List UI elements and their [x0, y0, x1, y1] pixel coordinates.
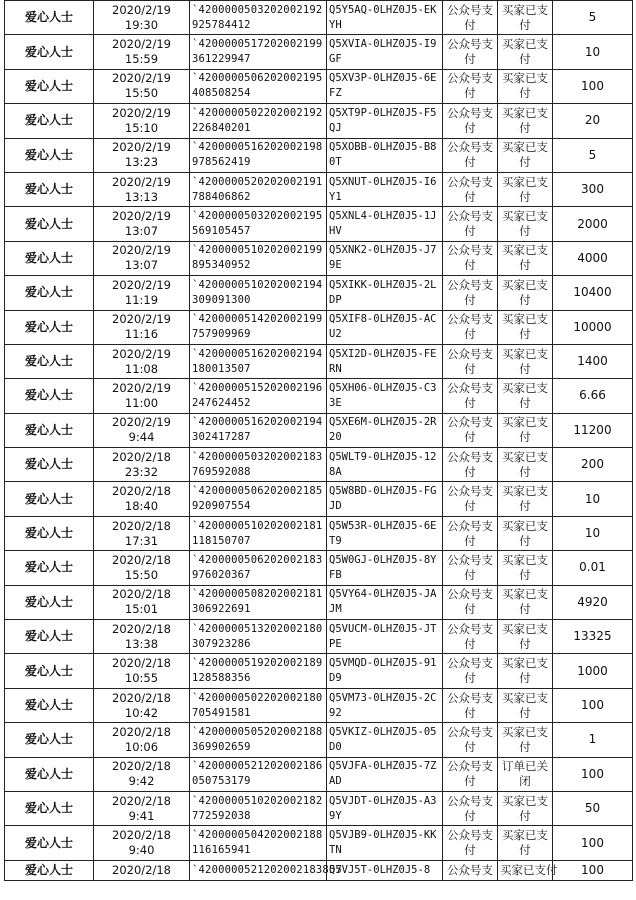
datetime-cell	[94, 448, 190, 482]
amount-cell: 1000	[553, 654, 633, 688]
amount-cell: 5	[553, 138, 633, 172]
date-text: 2020/2/19	[112, 243, 171, 258]
donation-table	[4, 0, 633, 881]
channel-cell: 公众号支付	[443, 551, 498, 585]
transaction-id-cell: `420000050220200219222684020​1	[190, 104, 327, 138]
amount-cell: 10	[553, 35, 633, 69]
time-text: 17:31	[124, 533, 159, 548]
donor-cell: 爱心人士	[5, 516, 94, 550]
table-row	[5, 207, 633, 241]
time-text: 9:44	[128, 430, 155, 445]
date-text: 2020/2/19	[112, 37, 171, 52]
datetime-cell	[94, 379, 190, 413]
channel-cell: 公众号支付	[443, 104, 498, 138]
datetime-cell	[94, 1, 190, 35]
date-text: 2020/2/18	[112, 828, 171, 843]
table-row	[5, 69, 633, 103]
datetime-cell	[94, 688, 190, 722]
date-text: 2020/2/18	[112, 552, 171, 567]
donor-cell: 爱心人士	[5, 448, 94, 482]
channel-cell: 公众号支付	[443, 344, 498, 378]
date-text: 2020/2/19	[112, 2, 171, 17]
table-row	[5, 791, 633, 825]
date-text: 2020/2/18	[112, 518, 171, 533]
status-cell: 买家已支付	[498, 1, 553, 35]
time-text: 13:13	[124, 189, 159, 204]
amount-cell: 1	[553, 723, 633, 757]
datetime-cell	[94, 104, 190, 138]
donor-cell: 爱心人士	[5, 723, 94, 757]
table-row	[5, 276, 633, 310]
channel-cell: 公众号支付	[443, 276, 498, 310]
table-row	[5, 654, 633, 688]
date-text: 2020/2/18	[112, 690, 171, 705]
date-text: 2020/2/18	[112, 793, 171, 808]
amount-cell: 6.66	[553, 379, 633, 413]
time-text: 15:10	[124, 120, 159, 135]
order-id-cell: Q5XV3P-0LHZ0J5-6EFZ	[327, 69, 443, 103]
table-row	[5, 241, 633, 275]
channel-cell: 公众号支付	[443, 69, 498, 103]
donor-cell: 爱心人士	[5, 791, 94, 825]
order-id-cell: Q5XVIA-0LHZ0J5-I9GF	[327, 35, 443, 69]
time-text: 15:59	[124, 52, 159, 67]
amount-cell: 300	[553, 172, 633, 206]
order-id-cell: Q5XNL4-0LHZ0J5-1JHV	[327, 207, 443, 241]
amount-cell: 10000	[553, 310, 633, 344]
status-cell: 买家已支付	[498, 516, 553, 550]
amount-cell: 20	[553, 104, 633, 138]
status-cell: 买家已支付	[498, 482, 553, 516]
amount-cell: 13325	[553, 620, 633, 654]
donor-cell: 爱心人士	[5, 1, 94, 35]
transaction-id-cell: `420000052120200218605075317​9	[190, 757, 327, 791]
datetime-cell	[94, 172, 190, 206]
order-id-cell: Q5VJB9-0LHZ0J5-KKTN	[327, 826, 443, 860]
status-cell: 买家已支付	[498, 551, 553, 585]
amount-cell: 1400	[553, 344, 633, 378]
amount-cell: 100	[553, 688, 633, 722]
datetime-cell	[94, 344, 190, 378]
order-id-cell: Q5VUCM-0LHZ0J5-JTPE	[327, 620, 443, 654]
date-text: 2020/2/18	[112, 759, 171, 774]
amount-cell: 0.01	[553, 551, 633, 585]
table-row	[5, 379, 633, 413]
transaction-id-cell: `420000050420200218811616594​1	[190, 826, 327, 860]
channel-cell: 公众号支付	[443, 620, 498, 654]
datetime-cell	[94, 723, 190, 757]
table-row	[5, 413, 633, 447]
table-row	[5, 104, 633, 138]
donor-cell: 爱心人士	[5, 551, 94, 585]
transaction-id-cell: `420000050620200218592090755​4	[190, 482, 327, 516]
datetime-cell	[94, 138, 190, 172]
time-text: 18:40	[124, 499, 159, 514]
date-text: 2020/2/18	[112, 587, 171, 602]
order-id-cell: Q5VKIZ-0LHZ0J5-05D0	[327, 723, 443, 757]
channel-cell: 公众号支付	[443, 654, 498, 688]
amount-cell: 50	[553, 791, 633, 825]
transaction-id-cell: `420000050520200218836990265​9	[190, 723, 327, 757]
channel-cell: 公众号支付	[443, 413, 498, 447]
datetime-cell	[94, 413, 190, 447]
table-row	[5, 688, 633, 722]
donor-cell: 爱心人士	[5, 654, 94, 688]
time-text: 10:55	[124, 671, 159, 686]
status-cell: 买家已支付	[498, 35, 553, 69]
time-text: 11:00	[124, 395, 159, 410]
date-text: 2020/2/19	[112, 209, 171, 224]
table-row	[5, 860, 633, 880]
datetime-cell	[94, 241, 190, 275]
channel-cell: 公众号支付	[443, 379, 498, 413]
amount-cell: 100	[553, 757, 633, 791]
donor-cell: 爱心人士	[5, 172, 94, 206]
transaction-id-cell: `420000051620200219897856241​9	[190, 138, 327, 172]
time-text: 9:40	[128, 843, 155, 858]
donor-cell: 爱心人士	[5, 69, 94, 103]
date-text: 2020/2/19	[112, 105, 171, 120]
amount-cell: 2000	[553, 207, 633, 241]
donor-cell: 爱心人士	[5, 688, 94, 722]
transaction-id-cell: `420000050820200218130692269​1	[190, 585, 327, 619]
transaction-id-cell: `420000050320200218376959208​8	[190, 448, 327, 482]
datetime-cell	[94, 585, 190, 619]
channel-cell: 公众号支付	[443, 826, 498, 860]
donor-cell: 爱心人士	[5, 276, 94, 310]
order-id-cell: Q5XH06-0LHZ0J5-C33E	[327, 379, 443, 413]
donor-cell: 爱心人士	[5, 310, 94, 344]
date-text: 2020/2/19	[112, 312, 171, 327]
table-row	[5, 585, 633, 619]
datetime-cell	[94, 207, 190, 241]
channel-cell: 公众号支付	[443, 757, 498, 791]
donor-cell: 爱心人士	[5, 379, 94, 413]
time-text: 13:38	[124, 636, 159, 651]
donor-cell: 爱心人士	[5, 482, 94, 516]
status-cell: 买家已支付	[498, 688, 553, 722]
datetime-cell	[94, 516, 190, 550]
channel-cell: 公众号支付	[443, 241, 498, 275]
time-text: 15:01	[124, 602, 159, 617]
time-text: 10:42	[124, 705, 159, 720]
transaction-id-cell: `420000050320200219556910545​7	[190, 207, 327, 241]
date-text: 2020/2/18	[112, 621, 171, 636]
channel-cell: 公众号支付	[443, 172, 498, 206]
channel-cell: 公众号支付	[443, 585, 498, 619]
transaction-id-cell: `420000050620200219540850825​4	[190, 69, 327, 103]
donor-cell: 爱心人士	[5, 757, 94, 791]
table-row	[5, 723, 633, 757]
order-id-cell: Q5XOBB-0LHZ0J5-B80T	[327, 138, 443, 172]
channel-cell: 公众号支付	[443, 723, 498, 757]
status-cell: 买家已支付	[498, 379, 553, 413]
date-text: 2020/2/19	[112, 346, 171, 361]
datetime-cell	[94, 276, 190, 310]
status-cell: 买家已支付	[498, 413, 553, 447]
table-row	[5, 35, 633, 69]
order-id-cell: Q5XNK2-0LHZ0J5-J79E	[327, 241, 443, 275]
transaction-id-cell: `420000051020200219989534095​2	[190, 241, 327, 275]
status-cell: 买家已支付	[498, 860, 553, 880]
time-text: 19:30	[124, 17, 159, 32]
transaction-id-cell: `420000051020200218111815070​7	[190, 516, 327, 550]
donor-cell: 爱心人士	[5, 413, 94, 447]
donor-cell: 爱心人士	[5, 344, 94, 378]
datetime-cell	[94, 69, 190, 103]
order-id-cell: Q5Y5AQ-0LHZ0J5-EKYH	[327, 1, 443, 35]
date-text: 2020/2/18	[112, 656, 171, 671]
channel-cell: 公众号支付	[443, 310, 498, 344]
table-row	[5, 310, 633, 344]
channel-cell: 公众号支付	[443, 448, 498, 482]
date-text: 2020/2/18	[112, 484, 171, 499]
status-cell: 买家已支付	[498, 654, 553, 688]
donor-cell: 爱心人士	[5, 241, 94, 275]
date-text: 2020/2/19	[112, 71, 171, 86]
table-row	[5, 482, 633, 516]
donor-cell: 爱心人士	[5, 620, 94, 654]
datetime-cell	[94, 757, 190, 791]
status-cell: 买家已支付	[498, 344, 553, 378]
transaction-id-cell: `420000051520200219624762445​2	[190, 379, 327, 413]
donor-cell: 爱心人士	[5, 826, 94, 860]
transaction-id-cell: `420000051920200218912858835​6	[190, 654, 327, 688]
status-cell: 买家已支付	[498, 585, 553, 619]
datetime-cell	[94, 826, 190, 860]
datetime-cell	[94, 482, 190, 516]
datetime-cell	[94, 620, 190, 654]
status-cell: 买家已支付	[498, 69, 553, 103]
amount-cell: 11200	[553, 413, 633, 447]
order-id-cell: Q5XE6M-0LHZ0J5-2R20	[327, 413, 443, 447]
channel-cell: 公众号支付	[443, 791, 498, 825]
transaction-id-cell: `420000051620200219430241728​7	[190, 413, 327, 447]
order-id-cell: Q5W0GJ-0LHZ0J5-8YFB	[327, 551, 443, 585]
donor-cell: 爱心人士	[5, 35, 94, 69]
time-text: 11:08	[124, 361, 159, 376]
time-text: 15:50	[124, 86, 159, 101]
channel-cell: 公众号支付	[443, 688, 498, 722]
date-text: 2020/2/19	[112, 174, 171, 189]
amount-cell: 200	[553, 448, 633, 482]
transaction-id-cell: `420000051320200218030792328​6	[190, 620, 327, 654]
datetime-cell	[94, 654, 190, 688]
order-id-cell: Q5XIF8-0LHZ0J5-ACU2	[327, 310, 443, 344]
table-row	[5, 344, 633, 378]
table-row	[5, 551, 633, 585]
time-text: 9:41	[128, 808, 155, 823]
amount-cell: 100	[553, 826, 633, 860]
order-id-cell: Q5VJ5T-0LHZ0J5-8	[327, 860, 443, 880]
amount-cell: 4920	[553, 585, 633, 619]
status-cell: 买家已支付	[498, 241, 553, 275]
amount-cell: 10400	[553, 276, 633, 310]
order-id-cell: Q5XNUT-0LHZ0J5-I6Y1	[327, 172, 443, 206]
order-id-cell: Q5XI2D-0LHZ0J5-FERN	[327, 344, 443, 378]
donor-cell: 爱心人士	[5, 860, 94, 880]
date-text: 2020/2/19	[112, 415, 171, 430]
table-row	[5, 172, 633, 206]
order-id-cell: Q5XIKK-0LHZ0J5-2LDP	[327, 276, 443, 310]
table-row	[5, 448, 633, 482]
donation-records-sheet	[4, 0, 632, 881]
status-cell: 买家已支付	[498, 723, 553, 757]
datetime-cell	[94, 791, 190, 825]
donor-cell: 爱心人士	[5, 585, 94, 619]
channel-cell: 公众号支付	[443, 138, 498, 172]
status-cell: 订单已关闭	[498, 757, 553, 791]
datetime-cell	[94, 35, 190, 69]
amount-cell: 4000	[553, 241, 633, 275]
table-row	[5, 138, 633, 172]
status-cell: 买家已支付	[498, 620, 553, 654]
status-cell: 买家已支付	[498, 172, 553, 206]
order-id-cell: Q5VMQD-0LHZ0J5-91D9	[327, 654, 443, 688]
table-body	[5, 1, 633, 881]
date-text: 2020/2/18	[112, 724, 171, 739]
status-cell: 买家已支付	[498, 104, 553, 138]
channel-cell: 公众号支付	[443, 482, 498, 516]
datetime-cell: 2020/2/18	[94, 860, 190, 880]
datetime-cell	[94, 310, 190, 344]
status-cell: 买家已支付	[498, 310, 553, 344]
transaction-id-cell: `420000051020200219430909130​0	[190, 276, 327, 310]
donor-cell: 爱心人士	[5, 207, 94, 241]
channel-cell: 公众号支付	[443, 35, 498, 69]
amount-cell: 100	[553, 69, 633, 103]
channel-cell: 公众号支付	[443, 516, 498, 550]
order-id-cell: Q5XT9P-0LHZ0J5-F5QJ	[327, 104, 443, 138]
order-id-cell: Q5WLT9-0LHZ0J5-128A	[327, 448, 443, 482]
channel-cell: 公众号支付	[443, 1, 498, 35]
date-text: 2020/2/19	[112, 277, 171, 292]
donor-cell: 爱心人士	[5, 138, 94, 172]
amount-cell: 5	[553, 1, 633, 35]
order-id-cell: Q5W8BD-0LHZ0J5-FGJD	[327, 482, 443, 516]
order-id-cell: Q5VJFA-0LHZ0J5-7ZAD	[327, 757, 443, 791]
table-row	[5, 757, 633, 791]
datetime-cell	[94, 551, 190, 585]
status-cell: 买家已支付	[498, 276, 553, 310]
donor-cell: 爱心人士	[5, 104, 94, 138]
transaction-id-cell: `420000050220200218070549158​1	[190, 688, 327, 722]
status-cell: 买家已支付	[498, 448, 553, 482]
transaction-id-cell: `420000050620200218397602036​7	[190, 551, 327, 585]
time-text: 13:07	[124, 224, 159, 239]
transaction-id-cell: `420000050320200219292578441​2	[190, 1, 327, 35]
time-text: 13:23	[124, 155, 159, 170]
order-id-cell: Q5W53R-0LHZ0J5-6ET9	[327, 516, 443, 550]
date-text: 2020/2/19	[112, 140, 171, 155]
transaction-id-cell: `420000051020200218277259203​8	[190, 791, 327, 825]
transaction-id-cell: `420000052020200219178840686​2	[190, 172, 327, 206]
table-row	[5, 620, 633, 654]
amount-cell: 10	[553, 482, 633, 516]
status-cell: 买家已支付	[498, 791, 553, 825]
channel-cell: 公众号支	[443, 860, 498, 880]
status-cell: 买家已支付	[498, 207, 553, 241]
table-row	[5, 1, 633, 35]
amount-cell: 10	[553, 516, 633, 550]
transaction-id-cell: `420000052120200218385​7	[190, 860, 327, 880]
order-id-cell: Q5VJDT-0LHZ0J5-A39Y	[327, 791, 443, 825]
order-id-cell: Q5VY64-0LHZ0J5-JAJM	[327, 585, 443, 619]
table-row	[5, 826, 633, 860]
status-cell: 买家已支付	[498, 826, 553, 860]
time-text: 9:42	[128, 774, 155, 789]
time-text: 11:19	[124, 292, 159, 307]
time-text: 15:50	[124, 567, 159, 582]
channel-cell: 公众号支付	[443, 207, 498, 241]
time-text: 13:07	[124, 258, 159, 273]
time-text: 11:16	[124, 327, 159, 342]
transaction-id-cell: `420000051720200219936122994​7	[190, 35, 327, 69]
status-cell: 买家已支付	[498, 138, 553, 172]
order-id-cell: Q5VM73-0LHZ0J5-2C92	[327, 688, 443, 722]
time-text: 10:06	[124, 739, 159, 754]
transaction-id-cell: `420000051620200219418001350​7	[190, 344, 327, 378]
time-text: 23:32	[124, 464, 159, 479]
transaction-id-cell: `420000051420200219975790996​9	[190, 310, 327, 344]
date-text: 2020/2/19	[112, 380, 171, 395]
date-text: 2020/2/18	[112, 449, 171, 464]
amount-cell: 100	[553, 860, 633, 880]
table-row	[5, 516, 633, 550]
